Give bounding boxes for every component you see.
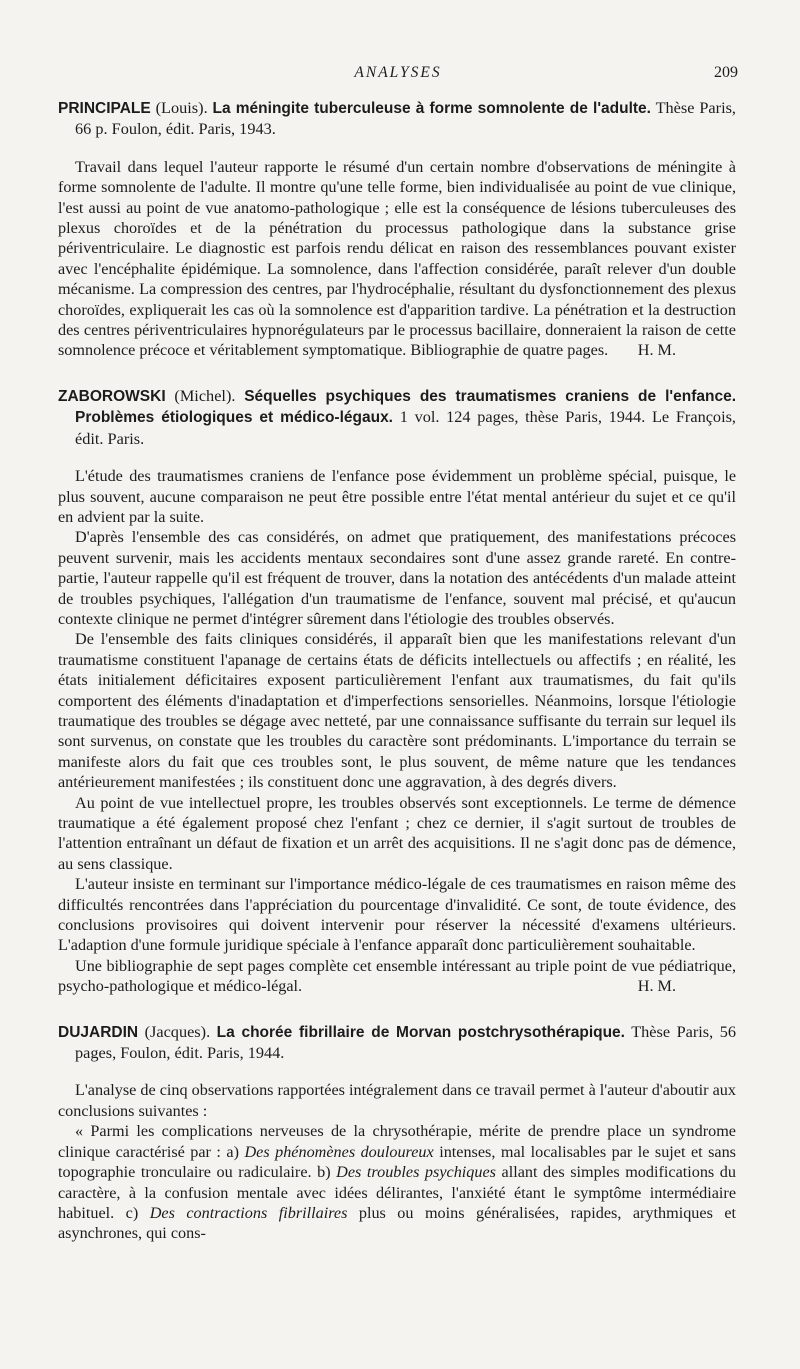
review-paragraph: De l'ensemble des faits cliniques considérés, il apparaît bien que les manifestations relevant d'un traumatisme constituent l'apanage de certains états de déficits intellectuels ou affectifs ; en réalité, les états initialement déficitaires exposent particulièrement l'enfant aux traumatismes, du fait qu'ils comportent des éléments d'inadaptation et d'imperfections sensorielles. Néanmoins, lorsque l'étiologie traumatique des troubles se dégage avec netteté, par une connaissance suffisante du terrain sur lequel ils sont survenus, on constate que les troubles du caractère sont prédominants. L'importance du terrain se manifeste alors du fait que ces troubles sont, le plus souvent, de même nature que les tendances antérieurement manifestées ; ils constituent donc une aggravation, à des degrés divers. (58, 630, 736, 792)
review-paragraph (58, 956, 736, 997)
author-given-name: (Michel). (174, 385, 236, 405)
publication-details: Thèse Paris, 56 pages, Foulon, édit. Paris, 1944. (75, 1021, 736, 1063)
publication-details: 1 vol. 124 pages, thèse Paris, 1944. Le François, édit. Paris. (75, 407, 737, 448)
review-entry (58, 98, 736, 361)
reviewer-signature: H. M. (637, 341, 676, 360)
quote-emphasis: Des contractions fibrillaires (149, 1203, 348, 1222)
review-paragraph: D'après l'ensemble des cas considérés, on admet que pratiquement, des manifestations précoces peuvent survenir, mais les accidents mentaux secondaires sont d'une assez grande rareté. En contre-partie, l'auteur rappelle qu'il est fréquent de trouver, dans la notation des antécédents d'un malade atteint de troubles psychiques, l'allégation d'un traumatisme de l'enfance, souvent mal précisé, et qu'aucun contexte clinique ne permet d'intégrer sûrement dans l'étiologie des troubles observés. (58, 528, 736, 628)
review-paragraph-text: Travail dans lequel l'auteur rapporte le résumé d'un certain nombre d'observations de méningite à forme somnolente de l'adulte. Il montre qu'une telle forme, bien individualisée au point de vue clinique, l'est aussi au point de vue anatomo-pathologique ; elle est la conséquence de lésions tuberculeuses des plexus choroïdes et de la pénétration du processus pathologique dans la substance grise périventriculaire. Le diagnostic est parfois rendu délicat en raison des ressemblances pouvant exister avec l'encéphalite épidémique. La somnolence, dans l'affection considérée, paraît relever d'un double mécanisme. La compression des centres, par l'hydrocéphalie, résultant du dysfonctionnement des plexus choroïdes, expliquerait les cas où la somnolence est d'apparition tardive. La pénétration et la destruction des centres périventriculaires hypnorégulateurs par le processus bacillaire, donneraient la raison de cette somnolence précoce et véritablement symptomatique. Bibliographie de quatre pages. (58, 157, 736, 360)
work-title: La méningite tuberculeuse à forme somnolente de l'adulte. (212, 100, 651, 117)
author-surname: ZABOROWSKI (58, 387, 166, 405)
quote-text: intenses, mal localisables par le sujet et sans topographie tronculaire ou radiculaire. b) (58, 1142, 736, 1182)
bibliographic-reference (58, 98, 736, 140)
author-surname: PRINCIPALE (58, 100, 151, 117)
review-paragraph: L'analyse de cinq observations rapportées intégralement dans ce travail permet à l'auteur d'aboutir aux conclusions suivantes : (58, 1081, 736, 1120)
bibliographic-reference (58, 386, 736, 449)
text-column (58, 98, 736, 1244)
publication-details: Thèse Paris, 66 p. Foulon, édit. Paris, 1943. (75, 98, 737, 139)
work-title: La chorée fibrillaire de Morvan postchrysothérapique. (216, 1023, 625, 1041)
quoted-conclusions (58, 1121, 736, 1243)
author-given-name: (Louis). (155, 98, 208, 117)
review-entry (58, 386, 736, 997)
running-head (58, 64, 738, 86)
review-paragraph: L'auteur insiste en terminant sur l'importance médico-légale de ces traumatismes en raison même des difficultés rencontrées dans l'appréciation du pourcentage d'invalidité. Ce sont, de toute évidence, des conclusions provisoires qui doivent intervenir pour réserver la nécessité d'examens ultérieurs. L'adaption d'une formule juridique spéciale à l'enfance apparaît donc particulièrement souhaitable. (58, 875, 736, 955)
quote-text: allant des simples modifications du caractère, à la confusion mentale avec idées délirantes, l'anxiété étant le symptôme intermédiaire habituel. c) (58, 1163, 736, 1222)
work-title: Séquelles psychiques des traumatismes craniens de l'enfance. Problèmes étiologiques et médico-légaux. (75, 387, 737, 427)
quote-text: « Parmi les complications nerveuses de la chrysothérapie, mérite de prendre place un syndrome clinique caractérisé par : a) (58, 1122, 736, 1161)
author-surname: DUJARDIN (58, 1023, 139, 1041)
review-paragraph: L'étude des traumatismes craniens de l'enfance pose évidemment un problème spécial, puisque, le plus souvent, aucune comparaison ne peut être possible entre l'état mental antérieur du sujet et ce qu'il en advient par la suite. (58, 467, 736, 526)
quote-emphasis: Des phénomènes douloureux (244, 1142, 434, 1161)
running-title: ANALYSES (354, 64, 442, 81)
review-paragraph-text: Une bibliographie de sept pages complète cet ensemble intéressant au triple point de vue pédiatrique, psycho-pathologique et médico-légal. (58, 956, 736, 996)
author-given-name: (Jacques). (144, 1021, 211, 1041)
review-paragraph: Au point de vue intellectuel propre, les troubles observés sont exceptionnels. Le terme de démence traumatique a été également proposé chez l'enfant ; chez ce dernier, il s'agit surtout de troubles de l'attention entraînant un défaut de fixation et un arrêt des acquisitions. Il ne s'agit donc pas de démence, au sens classique. (58, 793, 736, 873)
review-entry (58, 1022, 736, 1244)
page-number: 209 (714, 64, 738, 81)
quote-emphasis: Des troubles psychiques (336, 1163, 496, 1182)
quote-text: plus ou moins généralisées, rapides, arythmiques et asynchrones, qui cons- (58, 1203, 737, 1243)
review-paragraph (58, 157, 736, 361)
bibliographic-reference (58, 1022, 736, 1064)
reviewer-signature: H. M. (637, 977, 676, 996)
